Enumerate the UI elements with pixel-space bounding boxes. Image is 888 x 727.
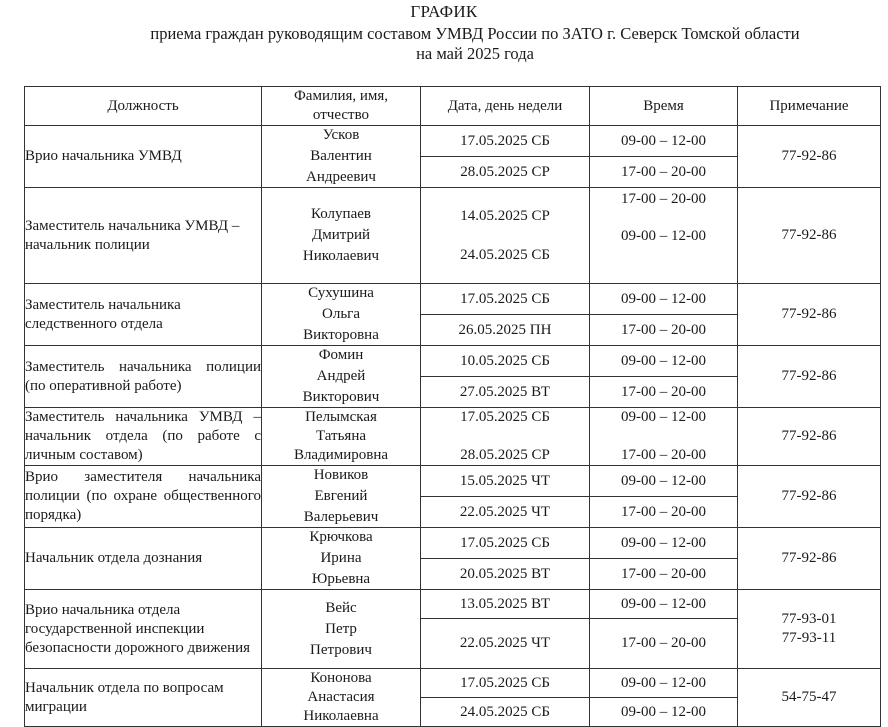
table-row — [25, 284, 881, 315]
date-cell: 10.05.2025 СБ — [421, 346, 590, 377]
date-cell: 17.05.2025 СБ — [421, 669, 590, 698]
first-name: Евгений — [314, 488, 368, 504]
time-cell: 17-00 – 20-00 — [590, 619, 738, 669]
time-cell: 09-00 – 12-00 — [590, 669, 738, 698]
name-cell — [262, 188, 421, 284]
table-row — [25, 188, 881, 284]
name-cell — [262, 528, 421, 590]
schedule-table — [24, 86, 881, 727]
note-cell: 77-92-86 — [738, 126, 881, 188]
time-cell: 09-00 – 12-00 — [590, 528, 738, 559]
table-row — [25, 528, 881, 559]
position-cell: Начальник отдела дознания — [25, 528, 262, 590]
time-cell — [590, 188, 738, 284]
name-cell — [262, 346, 421, 408]
date-cell: 26.05.2025 ПН — [421, 315, 590, 346]
time-cell: 09-00 – 12-00 — [590, 698, 738, 727]
table-row — [25, 126, 881, 157]
name-cell — [262, 126, 421, 188]
position-cell: Врио заместителя начальника полиции (по охране общественного порядка) — [25, 466, 262, 528]
first-name: Андрей — [316, 368, 366, 384]
time-cell: 17-00 – 20-00 — [590, 559, 738, 590]
position-cell: Начальник отдела по вопросам миграции — [25, 669, 262, 727]
document-title: ГРАФИК — [410, 2, 478, 21]
time-value: 17-00 – 20-00 — [621, 191, 706, 207]
name-cell — [262, 284, 421, 346]
time-cell: 17-00 – 20-00 — [590, 157, 738, 188]
document-subtitle — [60, 24, 888, 64]
position-cell: Врио начальника отдела государственной инспекции безопасности дорожного движения — [25, 590, 262, 669]
surname: Новиков — [313, 467, 369, 483]
name-cell — [262, 669, 421, 727]
first-name: Ирина — [320, 550, 362, 566]
position-cell: Заместитель начальника полиции (по оперативной работе) — [25, 346, 262, 408]
time-cell: 17-00 – 20-00 — [590, 377, 738, 408]
date-cell: 27.05.2025 ВТ — [421, 377, 590, 408]
date-cell: 22.05.2025 ЧТ — [421, 497, 590, 528]
note-cell: 77-92-86 — [738, 528, 881, 590]
note-cell: 77-92-86 — [738, 466, 881, 528]
position-cell: Заместитель начальника следственного отдела — [25, 284, 262, 346]
note-cell: 77-92-86 — [738, 346, 881, 408]
phone-number: 77-93-01 — [781, 611, 837, 627]
table-row — [25, 466, 881, 497]
date-cell: 17.05.2025 СБ — [421, 126, 590, 157]
name-cell — [262, 466, 421, 528]
first-name: Петр — [325, 620, 357, 637]
date-cell: 15.05.2025 ЧТ — [421, 466, 590, 497]
surname: Крючкова — [309, 529, 373, 545]
patronymic: Владимировна — [293, 447, 389, 463]
date-cell — [421, 188, 590, 284]
column-header-name — [262, 87, 421, 126]
note-cell: 77-92-86 — [738, 188, 881, 284]
patronymic: Викторовна — [303, 327, 379, 343]
date-value: 24.05.2025 СБ — [460, 246, 550, 263]
date-value: 17.05.2025 СБ — [460, 409, 550, 425]
position-cell: Заместитель начальника УМВД – начальник полиции — [25, 188, 262, 284]
time-value: 09-00 – 12-00 — [621, 409, 706, 425]
surname: Фомин — [318, 347, 364, 363]
first-name: Анастасия — [307, 689, 375, 705]
position-cell: Заместитель начальника УМВД – начальник отдела (по работе с личным составом) — [25, 408, 262, 466]
date-cell: 20.05.2025 ВТ — [421, 559, 590, 590]
note-cell: 54-75-47 — [738, 669, 881, 727]
time-cell: 09-00 – 12-00 — [590, 346, 738, 377]
date-value: 28.05.2025 СР — [460, 447, 550, 463]
date-cell: 13.05.2025 ВТ — [421, 590, 590, 619]
name-cell — [262, 408, 421, 466]
patronymic: Викторович — [302, 389, 380, 405]
time-value: 17-00 – 20-00 — [621, 447, 706, 463]
table-header-row — [25, 87, 881, 126]
name-cell — [262, 590, 421, 669]
note-cell — [738, 590, 881, 669]
position-cell: Врио начальника УМВД — [25, 126, 262, 188]
patronymic: Юрьевна — [311, 571, 371, 587]
first-name: Валентин — [310, 148, 372, 164]
subtitle-line-1: приема граждан руководящим составом УМВД России по ЗАТО г. Северск Томской области — [150, 24, 800, 43]
patronymic: Петрович — [310, 641, 372, 658]
table-row — [25, 346, 881, 377]
subtitle-line-2: на май 2025 года — [416, 44, 534, 63]
time-cell: 17-00 – 20-00 — [590, 497, 738, 528]
surname: Пелымская — [305, 409, 377, 425]
column-header-name-line1: Фамилия, имя, — [293, 88, 389, 104]
phone-number: 77-93-11 — [781, 630, 837, 646]
table-row — [25, 669, 881, 698]
column-header-time: Время — [590, 87, 738, 126]
first-name: Татьяна — [315, 428, 367, 444]
date-cell: 22.05.2025 ЧТ — [421, 619, 590, 669]
patronymic: Николаевич — [302, 248, 380, 264]
patronymic: Николаевна — [303, 708, 379, 724]
surname: Сухушина — [308, 285, 374, 301]
surname: Усков — [322, 127, 360, 143]
note-cell: 77-92-86 — [738, 284, 881, 346]
time-cell: 17-00 – 20-00 — [590, 315, 738, 346]
column-header-note: Примечание — [738, 87, 881, 126]
date-cell: 17.05.2025 СБ — [421, 528, 590, 559]
time-cell — [590, 408, 738, 466]
time-cell: 09-00 – 12-00 — [590, 466, 738, 497]
column-header-name-line2: отчество — [312, 107, 370, 123]
date-value: 14.05.2025 СР — [460, 207, 550, 224]
first-name: Ольга — [322, 306, 360, 322]
time-cell: 09-00 – 12-00 — [590, 126, 738, 157]
time-value: 09-00 – 12-00 — [621, 228, 706, 244]
time-cell: 09-00 – 12-00 — [590, 284, 738, 315]
patronymic: Андреевич — [306, 169, 376, 185]
note-cell: 77-92-86 — [738, 408, 881, 466]
time-cell: 09-00 – 12-00 — [590, 590, 738, 619]
table-row — [25, 590, 881, 619]
column-header-position: Должность — [25, 87, 262, 126]
date-cell — [421, 408, 590, 466]
date-cell: 28.05.2025 СР — [421, 157, 590, 188]
surname: Колупаев — [311, 206, 371, 222]
first-name: Дмитрий — [311, 227, 371, 243]
date-cell: 24.05.2025 СБ — [421, 698, 590, 727]
date-cell: 17.05.2025 СБ — [421, 284, 590, 315]
surname: Вейс — [325, 599, 357, 616]
surname: Кононова — [310, 670, 372, 686]
table-row — [25, 408, 881, 466]
column-header-date: Дата, день недели — [421, 87, 590, 126]
patronymic: Валерьевич — [303, 509, 379, 525]
